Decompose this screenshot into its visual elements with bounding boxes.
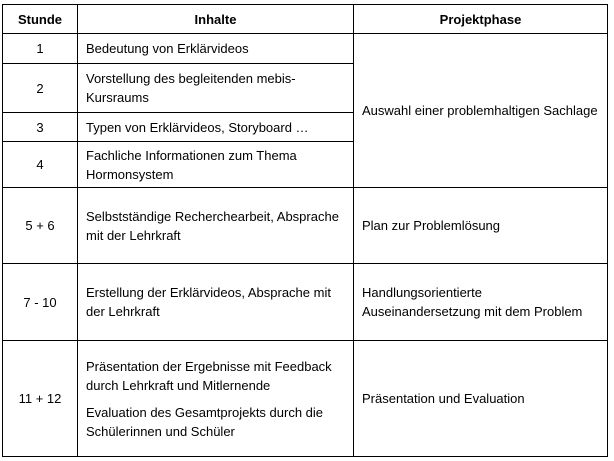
cell-inhalt xyxy=(78,188,354,264)
cell-inhalt xyxy=(78,264,354,341)
table-row xyxy=(3,34,608,64)
inhalt-text: Evaluation des Gesamtprojekts durch die Schülerinnen und Schüler xyxy=(86,404,324,439)
inhalt-text: Präsentation der Ergebnisse mit Feedback durch Lehrkraft und Mitlernende xyxy=(86,358,332,393)
table-row xyxy=(3,188,608,264)
cell-stunde: 4 xyxy=(3,142,78,188)
cell-stunde: 11 + 12 xyxy=(3,341,78,457)
cell-stunde: 7 - 10 xyxy=(3,264,78,341)
inhalt-text: Typen von Erklärvideos, Storyboard … xyxy=(86,119,309,135)
cell-stunde: 3 xyxy=(3,113,78,142)
inhalt-text: Fachliche Informationen zum Thema Hormonsystem xyxy=(86,147,297,182)
cell-inhalt xyxy=(78,34,354,64)
cell-stunde: 2 xyxy=(3,64,78,113)
cell-inhalt xyxy=(78,64,354,113)
inhalt-text: Vorstellung des begleitenden mebis-Kursraums xyxy=(86,71,296,105)
table-row xyxy=(3,341,608,457)
cell-inhalt xyxy=(78,142,354,188)
cell-stunde: 1 xyxy=(3,34,78,64)
cell-phase: Präsentation und Evaluation xyxy=(354,341,608,457)
header-inhalte: Inhalte xyxy=(78,5,354,34)
cell-stunde: 5 + 6 xyxy=(3,188,78,264)
inhalt-text: Erstellung der Erklärvideos, Absprache mit der Lehrkraft xyxy=(86,285,331,319)
header-stunde: Stunde xyxy=(3,5,78,34)
cell-phase: Auswahl einer problemhaltigen Sachlage xyxy=(354,34,608,188)
cell-inhalt xyxy=(78,113,354,142)
header-projektphase: Projektphase xyxy=(354,5,608,34)
inhalt-text: Selbstständige Recherchearbeit, Absprache mit der Lehrkraft xyxy=(86,208,339,243)
inhalt-text: Bedeutung von Erklärvideos xyxy=(86,41,249,56)
cell-phase: Plan zur Problemlösung xyxy=(354,188,608,264)
header-row xyxy=(3,5,608,34)
cell-inhalt xyxy=(78,341,354,457)
table-row xyxy=(3,264,608,341)
lesson-plan-table xyxy=(2,4,608,457)
cell-phase: Handlungsorientierte Auseinandersetzung mit dem Problem xyxy=(354,264,608,341)
